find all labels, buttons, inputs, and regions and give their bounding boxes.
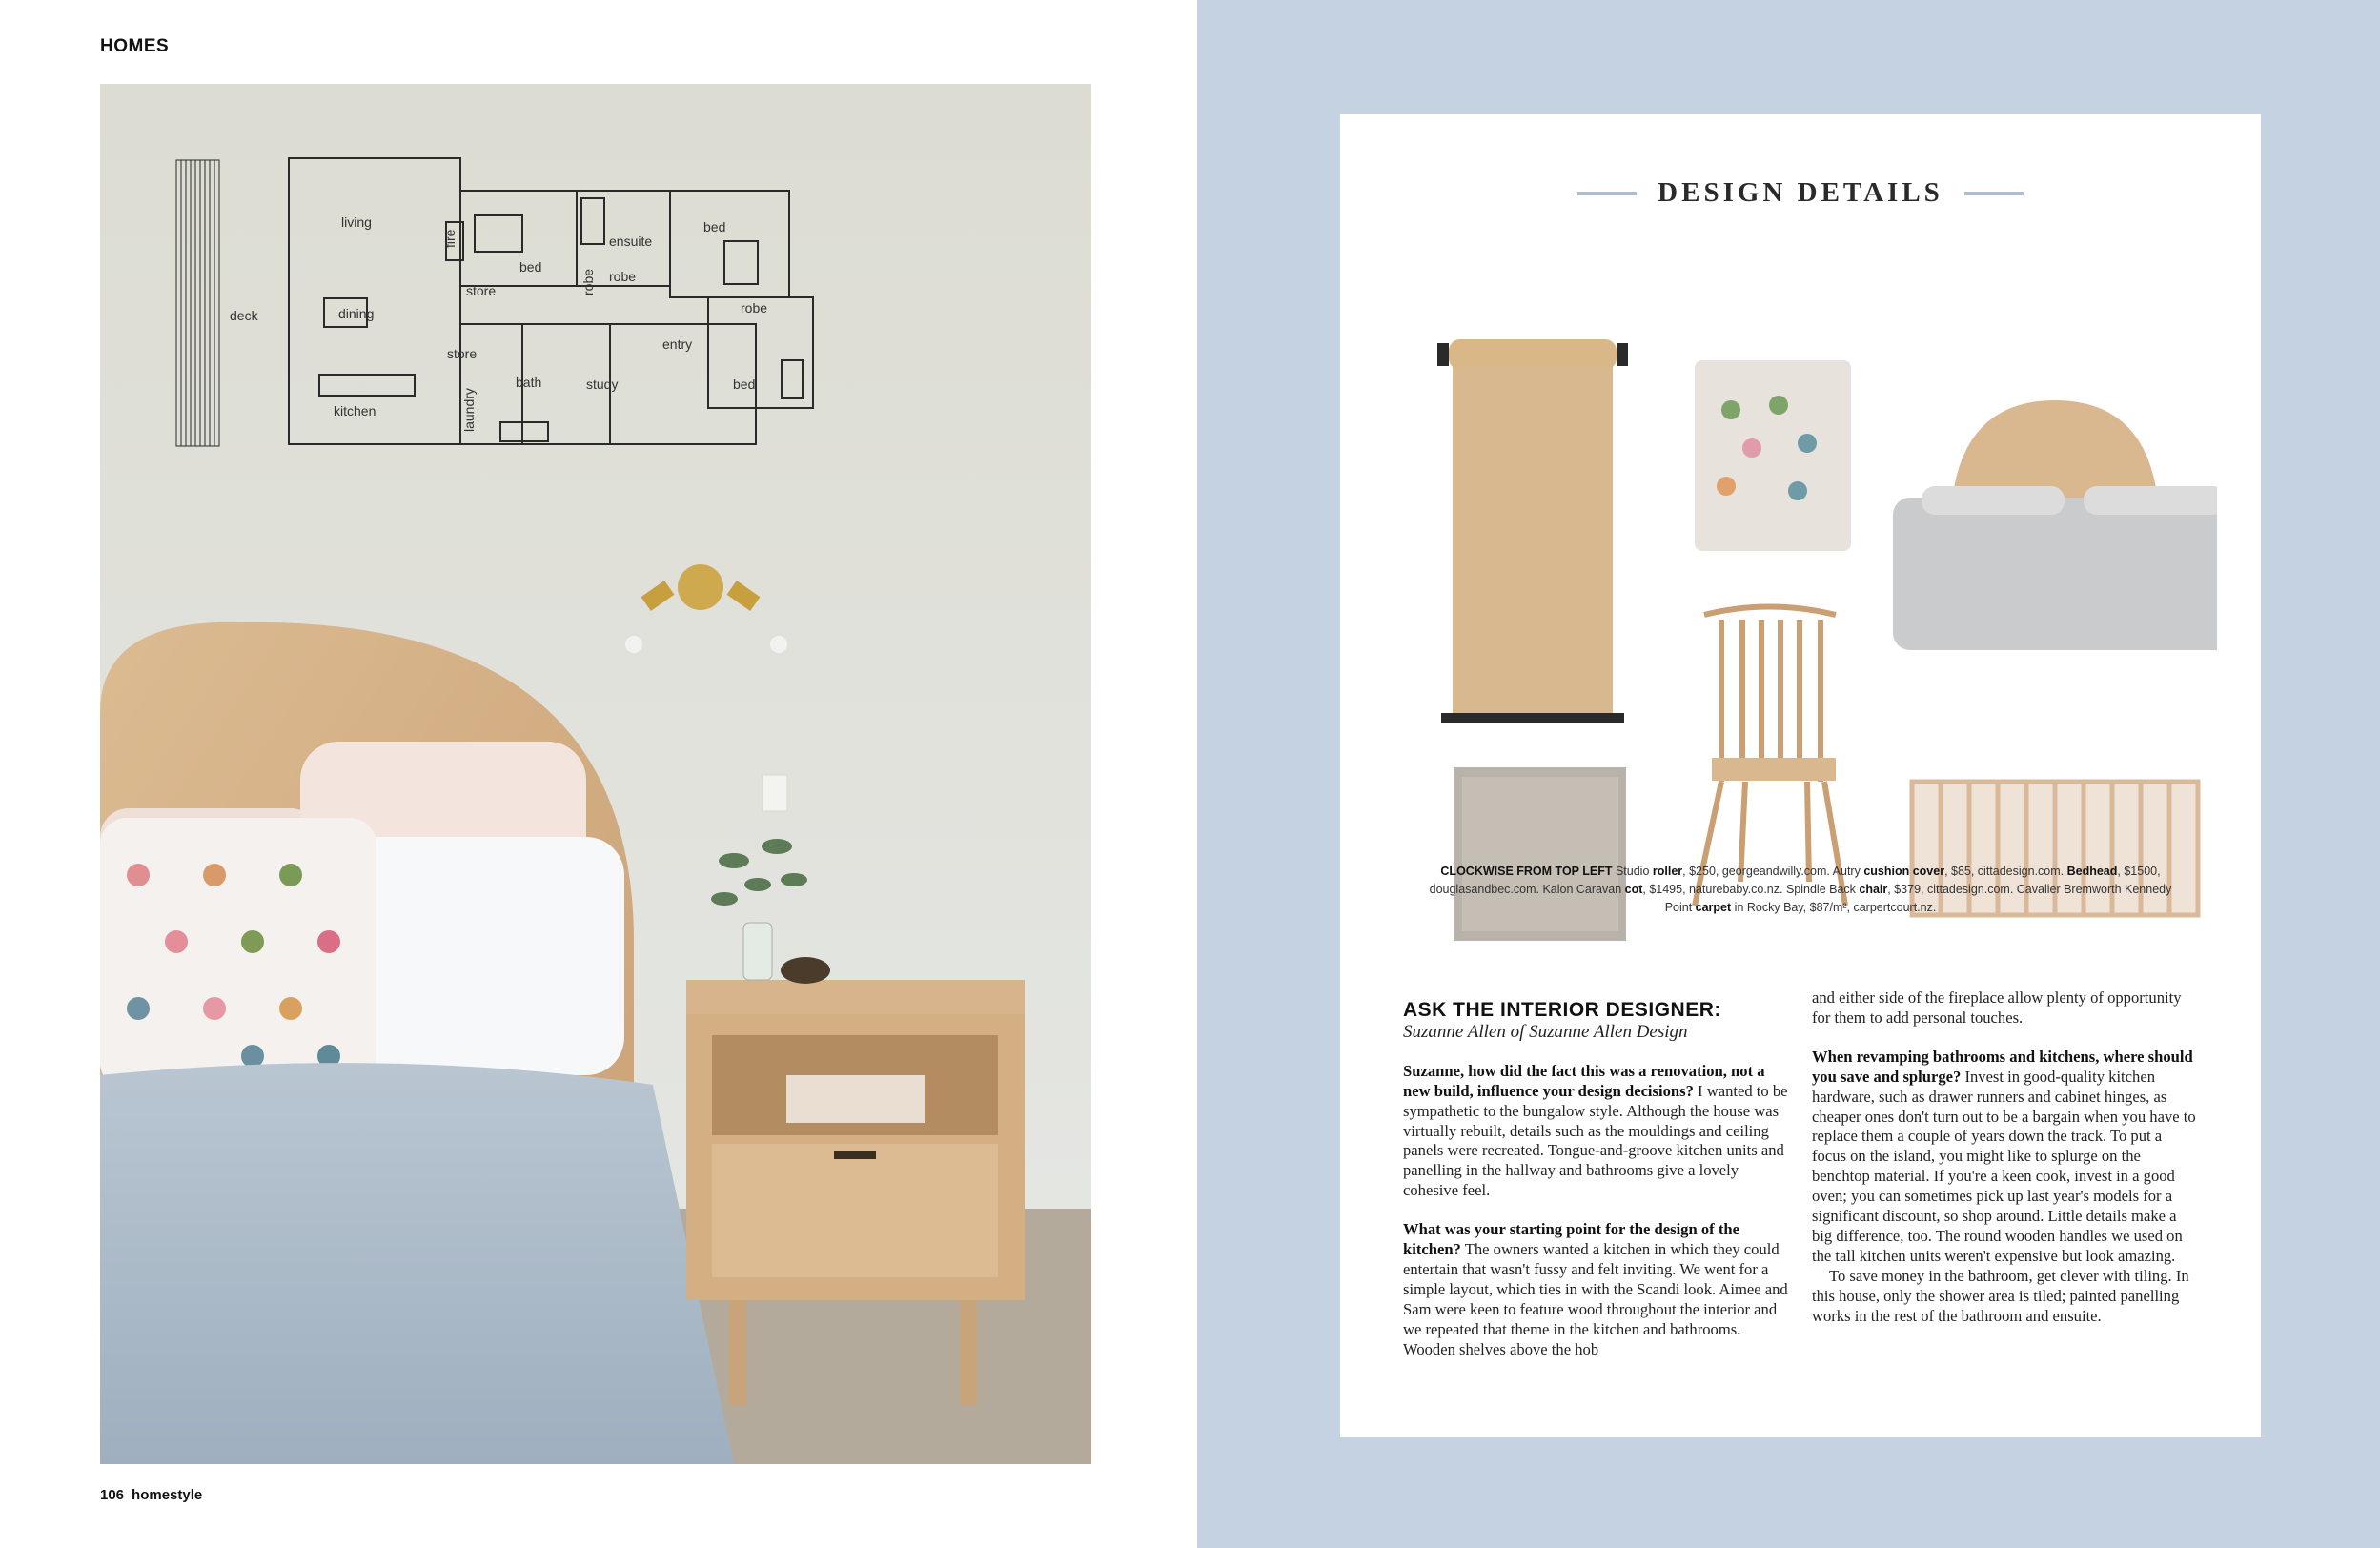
svg-text:kitchen: kitchen bbox=[334, 403, 376, 418]
qa-paragraph-2: What was your starting point for the design of the kitchen? The owners wanted a kitchen in which they could entertain that wasn't fussy and felt inviting. We went for a simple layout, which ties in with the Scandi look. Aimee and Sam were keen to feature wood throughout the interior and we repeated that theme in the kitchen and bathrooms. Wooden shelves above the hob bbox=[1403, 1220, 1788, 1358]
product-grid bbox=[1397, 248, 2217, 953]
qa-paragraph-4: To save money in the bathroom, get clever with tiling. In this house, only the shower area is tiled; painted panelling works in the rest of the bathroom and ensuite. bbox=[1812, 1266, 2189, 1325]
bedroom-photo bbox=[100, 84, 1091, 1464]
svg-text:store: store bbox=[466, 283, 497, 298]
svg-text:store: store bbox=[447, 346, 478, 361]
cushion bbox=[100, 818, 376, 1090]
duvet bbox=[100, 1063, 734, 1464]
article-subheading: Suzanne Allen of Suzanne Allen Design bbox=[1403, 1021, 1688, 1042]
qa-paragraph-2-continued: and either side of the fireplace allow plenty of opportunity for them to add personal touches. bbox=[1812, 988, 2182, 1027]
svg-text:living: living bbox=[341, 214, 372, 230]
section-label: HOMES bbox=[100, 36, 170, 56]
title-rule-right bbox=[1964, 192, 2024, 195]
svg-text:ensuite: ensuite bbox=[609, 234, 653, 249]
bedhead-product bbox=[1893, 400, 2217, 650]
svg-text:fire: fire bbox=[442, 229, 458, 248]
paper-roller-product bbox=[1437, 339, 1628, 723]
svg-text:bed: bed bbox=[703, 219, 726, 234]
page-number: 106 bbox=[100, 1487, 125, 1503]
article-heading: ASK THE INTERIOR DESIGNER: bbox=[1403, 999, 1721, 1021]
svg-text:bed: bed bbox=[519, 259, 542, 275]
design-details-title: DESIGN DETAILS bbox=[1340, 177, 2261, 209]
title-rule-left bbox=[1577, 192, 1637, 195]
chair-product bbox=[1695, 607, 1845, 906]
svg-text:laundry: laundry bbox=[461, 388, 477, 432]
qa-paragraph-3: When revamping bathrooms and kitchens, where should you save and splurge? Invest in good-quality kitchen hardware, such as drawer runners and cabinet hinges, as cheaper ones don't turn out to be a bargain when you have to replace them a couple of years down the track. To put a focus on the island, you might like to splurge on the benchtop material. If you're a keen cook, invest in a good oven; you can sometimes pick up last year's models for a significant discount, so shop around. Little details make a big difference, too. The round wooden handles we used on the tall kitchen units weren't expensive but look amazing. bbox=[1812, 1047, 2196, 1265]
svg-text:entry: entry bbox=[662, 336, 693, 352]
svg-text:bed: bed bbox=[733, 377, 756, 392]
svg-text:study: study bbox=[586, 377, 619, 392]
article-column-2 bbox=[1812, 988, 2199, 1327]
design-details-card bbox=[1340, 114, 2261, 1437]
product-caption: CLOCKWISE FROM TOP LEFT Studio roller, $250, georgeandwilly.com. Autry cushion cover, $85, cittadesign.com. Bedhead, $1500, douglasandbec.com. Kalon Caravan cot, $1495, naturebaby.co.nz. Spindle Back chair, $379, cittadesign.com. Cavalier Bremworth Kennedy Point carpet in Rocky Bay, $87/m², carpertcourt.nz. bbox=[1429, 865, 2172, 914]
qa-paragraph-1: Suzanne, how did the fact this was a renovation, not a new build, influence your design decisions? I wanted to be sympathetic to the bungalow style. Although the house was virtually rebuilt, details such as the mouldings and ceiling panels were recreated. Tongue-and-groove kitchen units and panelling in the hallway and bathrooms give a lovely cohesive feel. bbox=[1403, 1061, 1788, 1200]
svg-text:dining: dining bbox=[338, 306, 375, 321]
light-switch bbox=[763, 775, 787, 811]
page-footer bbox=[100, 1487, 202, 1503]
magazine-name: homestyle bbox=[132, 1487, 203, 1503]
svg-text:robe: robe bbox=[609, 269, 637, 284]
svg-text:deck: deck bbox=[230, 308, 258, 323]
cushion-product bbox=[1695, 360, 1851, 551]
svg-text:robe: robe bbox=[741, 300, 768, 316]
article-column-1 bbox=[1403, 984, 1790, 1379]
svg-text:bath: bath bbox=[516, 375, 542, 390]
svg-text:robe: robe bbox=[580, 268, 596, 295]
